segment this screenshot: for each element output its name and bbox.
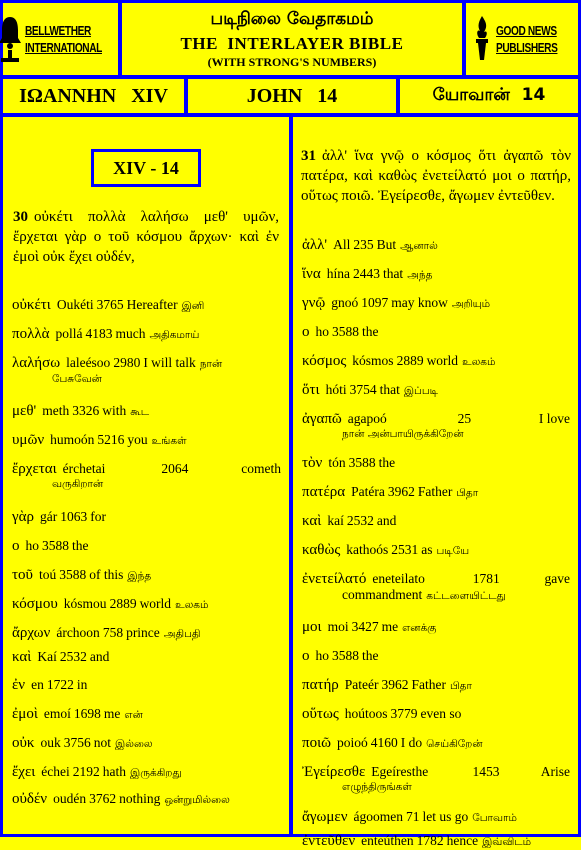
- english-gloss: even so: [420, 706, 462, 721]
- greek-word: ἐνετείλατό: [302, 571, 367, 587]
- english-gloss: that: [382, 266, 404, 281]
- tamil-gloss-continued: பேசுவேன்: [52, 373, 102, 385]
- tamil-gloss: உலகம்: [175, 599, 209, 611]
- strong-number: 2064: [161, 461, 189, 476]
- word-entry: [302, 324, 570, 340]
- tamil-gloss: போவாம்: [472, 812, 517, 824]
- torch-icon: [470, 14, 494, 64]
- strong-number: 4183: [85, 326, 113, 341]
- strong-number: 2443: [352, 266, 380, 281]
- strong-number: 3762: [89, 791, 117, 806]
- greek-word: ἔχει: [12, 764, 36, 780]
- word-entry: [302, 764, 570, 794]
- word-greek-translit: [302, 764, 431, 780]
- word-entry: [12, 355, 281, 386]
- bell-icon: [0, 14, 23, 64]
- strong-number: 3962: [387, 484, 415, 499]
- word-greek-translit: [302, 411, 390, 427]
- word-entry: [302, 266, 570, 283]
- good-news-logo: [466, 3, 578, 75]
- strong-number: 3588: [332, 324, 359, 339]
- english-gloss: of this: [89, 567, 124, 582]
- greek-verse-31: [301, 146, 571, 206]
- tamil-gloss: எழுந்திருங்கள்: [342, 781, 412, 793]
- verse-text: οὐκέτι πολλὰ λαλήσω μεθ' υμῶν, ἔρχεται γὰρ ο τοῦ κόσμου ἄρχων· καὶ ἐν ἐμοὶ οὐκ ἔχει οὐδέν,: [13, 209, 279, 265]
- greek-word: ἔρχεται: [12, 461, 57, 477]
- english-gloss: the: [72, 538, 89, 553]
- greek-word: γνῷ: [302, 295, 326, 311]
- greek-word: γὰρ: [12, 509, 34, 525]
- strong-number: 1781: [472, 571, 500, 586]
- english-gloss: prince: [126, 625, 160, 640]
- transliteration: ho: [315, 324, 329, 339]
- word-entry: [302, 735, 570, 752]
- word-entry: [302, 513, 570, 529]
- word-entry: [12, 649, 281, 665]
- word-entry: [12, 538, 281, 554]
- transliteration: All: [333, 237, 351, 252]
- greek-word: υμῶν: [12, 432, 45, 448]
- transliteration: humoón: [50, 432, 95, 447]
- transliteration: hóti: [325, 382, 347, 397]
- word-entry: [302, 295, 570, 312]
- tamil-gloss: செய்கிறேன்: [426, 738, 483, 750]
- left-logo-line-2: INTERNATIONAL: [25, 40, 103, 55]
- strong-number: 1698: [73, 706, 101, 721]
- tamil-gloss: இவ்விடம்: [482, 836, 532, 848]
- strong-number: 2532: [346, 513, 374, 528]
- greek-verse-30: [13, 207, 279, 267]
- english-gloss: Arise: [540, 764, 570, 779]
- word-entry: [12, 326, 281, 343]
- tamil-gloss: உங்கள்: [151, 435, 187, 447]
- english-gloss: and: [376, 513, 397, 528]
- strong-number: 1722: [46, 677, 74, 692]
- transliteration: kósmos: [352, 353, 394, 368]
- transliteration: ouk: [40, 735, 61, 750]
- greek-word: πολλὰ: [12, 326, 50, 342]
- word-entry: [12, 403, 281, 420]
- greek-word: μεθ': [12, 403, 37, 419]
- greek-word: ἄρχων: [12, 625, 51, 641]
- strong-number: 3588: [348, 455, 376, 470]
- word-entry: [302, 484, 570, 501]
- greek-word: ο: [12, 538, 20, 554]
- greek-book-cell: [3, 79, 184, 113]
- greek-word: οὐδέν: [12, 791, 48, 807]
- greek-word: κόσμου: [12, 596, 58, 612]
- left-column: [3, 117, 289, 834]
- word-entry: [12, 625, 281, 642]
- tamil-gloss: அறியும்: [451, 298, 491, 310]
- transliteration: árchoon: [56, 625, 100, 640]
- greek-word: ἵνα: [302, 266, 321, 282]
- transliteration: kaí: [327, 513, 344, 528]
- english-gloss: let us go: [422, 809, 469, 824]
- strong-number: 3588: [59, 567, 87, 582]
- transliteration: ho: [25, 538, 39, 553]
- word-entry: [302, 353, 570, 370]
- english-gloss: gave: [544, 571, 570, 586]
- greek-word: ἐμοὶ: [12, 706, 38, 722]
- tamil-gloss: படியே: [436, 545, 470, 557]
- english-gloss: with: [102, 403, 127, 418]
- greek-book-title: ΙΩΑΝΝΗΝ XIV: [19, 84, 168, 107]
- tamil-gloss: வருகிறான்: [52, 478, 104, 490]
- transliteration: pollá: [55, 326, 83, 341]
- english-gloss: for: [90, 509, 106, 524]
- word-entry: [302, 833, 570, 850]
- strong-number: 2532: [59, 649, 87, 664]
- strong-number: 2889: [396, 353, 424, 368]
- word-entry: [302, 648, 570, 664]
- english-gloss: I will talk: [143, 355, 196, 370]
- verse-number: 31: [301, 148, 316, 164]
- strong-number: 2192: [72, 764, 100, 779]
- word-entry: [302, 237, 570, 254]
- greek-word: μοι: [302, 619, 322, 635]
- transliteration: hína: [326, 266, 350, 281]
- transliteration: tón: [328, 455, 346, 470]
- strong-number: 3427: [351, 619, 379, 634]
- title-panel: [122, 3, 462, 75]
- transliteration: poioó: [336, 735, 368, 750]
- transliteration: Oukéti: [56, 297, 94, 312]
- right-logo-line-2: PUBLISHERS: [495, 40, 558, 55]
- word-entry: [302, 619, 570, 636]
- english-gloss: the: [362, 648, 379, 663]
- transliteration: gnoó: [331, 295, 359, 310]
- transliteration: oudén: [53, 791, 87, 806]
- tamil-gloss: இருக்கிறது: [130, 767, 182, 779]
- bellwether-logo: [3, 3, 118, 75]
- english-gloss: as: [421, 542, 433, 557]
- word-entry: [12, 432, 281, 449]
- word-entry: [12, 791, 281, 808]
- left-logo-line-1: BELLWETHER: [25, 23, 92, 38]
- greek-word: οὐκέτι: [12, 297, 51, 313]
- strong-number: 1782: [416, 833, 444, 848]
- transliteration: érchetai: [62, 461, 106, 476]
- transliteration: hoútoos: [344, 706, 388, 721]
- right-column: [293, 117, 578, 849]
- greek-word: καὶ: [302, 513, 322, 529]
- transliteration: toú: [38, 567, 57, 582]
- greek-word: κόσμος: [302, 353, 347, 369]
- english-gloss: world: [139, 596, 172, 611]
- english-gloss: nothing: [119, 791, 161, 806]
- english-gloss: Father: [417, 484, 453, 499]
- transliteration: kathoós: [346, 542, 389, 557]
- english-gloss: Father: [411, 677, 447, 692]
- strong-number: 2980: [113, 355, 141, 370]
- tamil-gloss: நான் அன்பாயிருக்கிறேன்: [342, 428, 464, 440]
- greek-word: ὅτι: [302, 382, 320, 398]
- strong-number: 3962: [381, 677, 409, 692]
- transliteration: kósmou: [63, 596, 107, 611]
- english-gloss: Hereafter: [126, 297, 178, 312]
- tamil-gloss: பிதா: [450, 680, 472, 692]
- word-greek-translit: [302, 571, 428, 587]
- greek-word: ἐντεῦθεν: [302, 833, 356, 849]
- transliteration: gár: [39, 509, 58, 524]
- english-gloss: cometh: [241, 461, 281, 476]
- right-logo-line-1: GOOD NEWS: [495, 23, 557, 38]
- tamil-gloss: என்: [124, 709, 143, 721]
- tamil-gloss: கட்டளையிட்டது: [426, 590, 506, 602]
- greek-word: καὶ: [12, 649, 32, 665]
- greek-word: ποιῶ: [302, 735, 331, 751]
- strong-number: 3765: [96, 297, 124, 312]
- transliteration: Pateér: [344, 677, 379, 692]
- english-gloss: much: [115, 326, 146, 341]
- word-entry: [12, 297, 281, 314]
- word-entry: [302, 809, 570, 826]
- chapter-verse-label: XIV - 14: [91, 149, 201, 187]
- word-entry: [12, 461, 281, 491]
- verse-number: 30: [13, 209, 28, 225]
- tamil-gloss: இப்படி: [403, 385, 439, 397]
- transliteration: eneteilato: [372, 571, 425, 586]
- greek-word: ο: [302, 648, 310, 664]
- tamil-gloss: அதிகமாய்: [149, 329, 200, 341]
- tamil-gloss: பிதா: [456, 487, 479, 499]
- strong-number: 3326: [72, 403, 100, 418]
- transliteration: échei: [41, 764, 70, 779]
- strong-number: 235: [353, 237, 374, 252]
- greek-word: τὸν: [302, 455, 323, 471]
- tamil-gloss: உலகம்: [462, 356, 496, 368]
- word-entry: [12, 596, 281, 613]
- strong-number: 1097: [361, 295, 389, 310]
- word-entry: [12, 509, 281, 525]
- transliteration: meth: [42, 403, 70, 418]
- verse-text: ἀλλ' ἵνα γνῷ ο κόσμος ὅτι ἀγαπῶ τὸν πατέρα, καὶ καθὼς ἐνετείλατό μοι ο πατήρ, οὕτως ποιῶ. Ἐγείρεσθε, ἄγωμεν ἐντεῦθεν.: [301, 148, 571, 204]
- word-entry: [302, 411, 570, 441]
- word-entry: [12, 735, 281, 752]
- transliteration: agapoó: [347, 411, 387, 426]
- english-gloss: may know: [391, 295, 448, 310]
- english-gloss: and: [89, 649, 110, 664]
- tamil-gloss: இல்லை: [115, 738, 153, 750]
- greek-word: ἐν: [12, 677, 26, 693]
- title-tamil: படிநிலை வேதாகமம்: [210, 9, 374, 29]
- greek-word: πατήρ: [302, 677, 339, 693]
- tamil-gloss: கூட: [130, 406, 150, 418]
- word-entry: [302, 571, 570, 604]
- english-gloss: world: [426, 353, 459, 368]
- english-gloss: hath: [102, 764, 127, 779]
- tamil-book-title: யோவான் 14: [432, 85, 546, 105]
- greek-word: τοῦ: [12, 567, 33, 583]
- strong-number: 1063: [60, 509, 88, 524]
- tamil-gloss: இனி: [181, 300, 205, 312]
- greek-word: οὐκ: [12, 735, 35, 751]
- tamil-gloss: நான்: [199, 358, 223, 370]
- english-gloss: in: [76, 677, 88, 692]
- strong-number: 758: [102, 625, 124, 640]
- transliteration: moi: [327, 619, 349, 634]
- strong-number: 4160: [370, 735, 398, 750]
- tamil-book-cell: [400, 79, 578, 113]
- english-gloss-continued: [302, 587, 570, 604]
- transliteration: Kaí: [37, 649, 57, 664]
- english-gloss: not: [93, 735, 112, 750]
- strong-number: 3588: [332, 648, 359, 663]
- transliteration: emoí: [43, 706, 71, 721]
- english-gloss-rest: commandment: [342, 587, 423, 602]
- title-main: THE INTERLAYER BIBLE: [180, 34, 404, 53]
- strong-number: 2531: [391, 542, 419, 557]
- greek-word: ο: [302, 324, 310, 340]
- english-gloss: hence: [446, 833, 479, 848]
- transliteration: Egeíresthe: [371, 764, 429, 779]
- word-entry: [12, 677, 281, 693]
- word-entry: [12, 764, 281, 781]
- strong-number: 2889: [109, 596, 137, 611]
- word-entry: [302, 706, 570, 722]
- word-entry: [12, 567, 281, 584]
- strong-number: 3756: [63, 735, 91, 750]
- strong-number: 1453: [472, 764, 500, 779]
- strong-number: 5216: [97, 432, 125, 447]
- greek-word: οὕτως: [302, 706, 339, 722]
- tamil-gloss: அந்த: [407, 269, 433, 281]
- english-gloss: I do: [400, 735, 423, 750]
- english-gloss: me: [103, 706, 121, 721]
- strong-number: 3779: [390, 706, 418, 721]
- transliteration: ho: [315, 648, 329, 663]
- word-entry: [302, 455, 570, 471]
- english-gloss: me: [381, 619, 399, 634]
- tamil-gloss: அதிபதி: [163, 628, 201, 640]
- word-entry: [12, 706, 281, 723]
- greek-word: καθὼς: [302, 542, 341, 558]
- transliteration: ágoomen: [353, 809, 403, 824]
- strong-number: 71: [405, 809, 420, 824]
- english-gloss: you: [127, 432, 148, 447]
- tamil-gloss: எனக்கு: [402, 622, 437, 634]
- transliteration: enteúthen: [361, 833, 414, 848]
- strong-number: 3588: [42, 538, 69, 553]
- tamil-gloss: ஒன்றுமில்லை: [164, 794, 230, 806]
- transliteration: Patéra: [351, 484, 385, 499]
- word-entry: [302, 382, 570, 399]
- tamil-gloss: ஆனால்: [400, 240, 438, 252]
- greek-word: ἀγαπῶ: [302, 411, 342, 427]
- word-greek-translit: [12, 461, 108, 477]
- transliteration: laleésoo: [66, 355, 111, 370]
- english-gloss: that: [379, 382, 400, 397]
- strong-number: 3754: [349, 382, 377, 397]
- transliteration: en: [31, 677, 44, 692]
- english-gloss: I love: [538, 411, 570, 426]
- english-book-title: JOHN 14: [246, 84, 338, 107]
- greek-word: λαλήσω: [12, 355, 61, 371]
- english-gloss: But: [376, 237, 397, 252]
- greek-word: Ἐγείρεσθε: [302, 764, 366, 780]
- english-gloss: the: [362, 324, 379, 339]
- english-gloss: the: [378, 455, 396, 470]
- title-subtitle: (WITH STRONG'S NUMBERS): [207, 55, 377, 69]
- word-entry: [302, 677, 570, 694]
- greek-word: πατέρα: [302, 484, 346, 500]
- word-entry: [302, 542, 570, 559]
- strong-number: 25: [457, 411, 472, 426]
- greek-word: ἄγωμεν: [302, 809, 348, 825]
- tamil-gloss: இந்த: [127, 570, 152, 582]
- english-book-cell: [188, 79, 396, 113]
- greek-word: ἀλλ': [302, 237, 328, 253]
